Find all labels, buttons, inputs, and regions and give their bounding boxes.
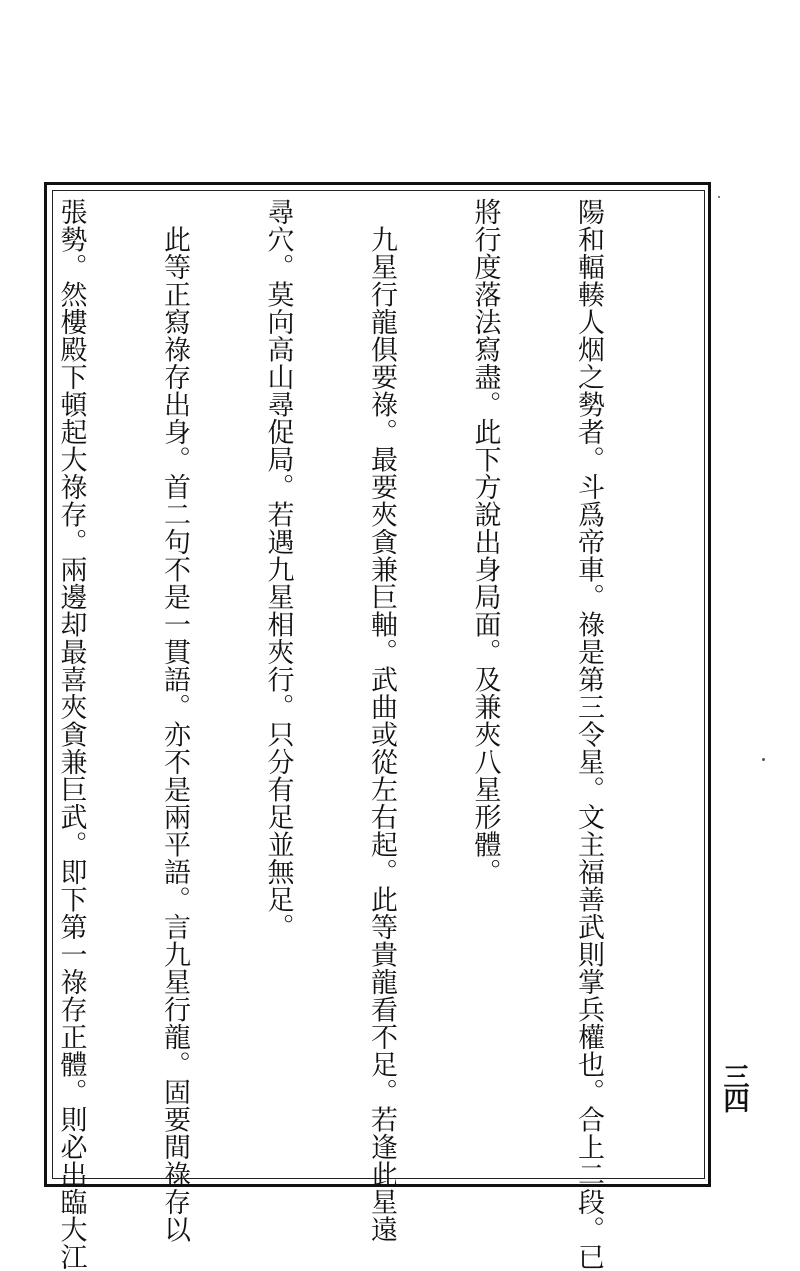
text-line: 尋穴。莫向高山尋促局。若遇九星相夾行。只分有足並無足。 [262, 198, 294, 941]
text-line: 陽和輻輳人烟之勢者。斗爲帝車。祿是第三令星。文主福善武則掌兵權也。合上二段。已 [573, 198, 604, 1271]
page-number: 三四 [719, 1063, 749, 1111]
scan-speck [762, 758, 765, 761]
body-text [0, 198, 674, 1271]
text-line: 將行度落法寫盡。此下方說出身局面。及兼夾八星形體。 [469, 198, 501, 886]
text-line: 張勢。然樓殿下頓起大祿存。兩邊却最喜夾貪兼巨武。即下第一祿存正體。則必出臨大江 [55, 198, 87, 1271]
scan-speck [718, 196, 720, 198]
text-line: 此等正寫祿存出身。首二句不是一貫語。亦不是兩平語。言九星行龍。固要間祿存以 [159, 198, 190, 1243]
text-line: 九星行龍俱要祿。最要夾貪兼巨軸。武曲或從左右起。此等貴龍看不足。若逢此星遠 [366, 198, 397, 1243]
